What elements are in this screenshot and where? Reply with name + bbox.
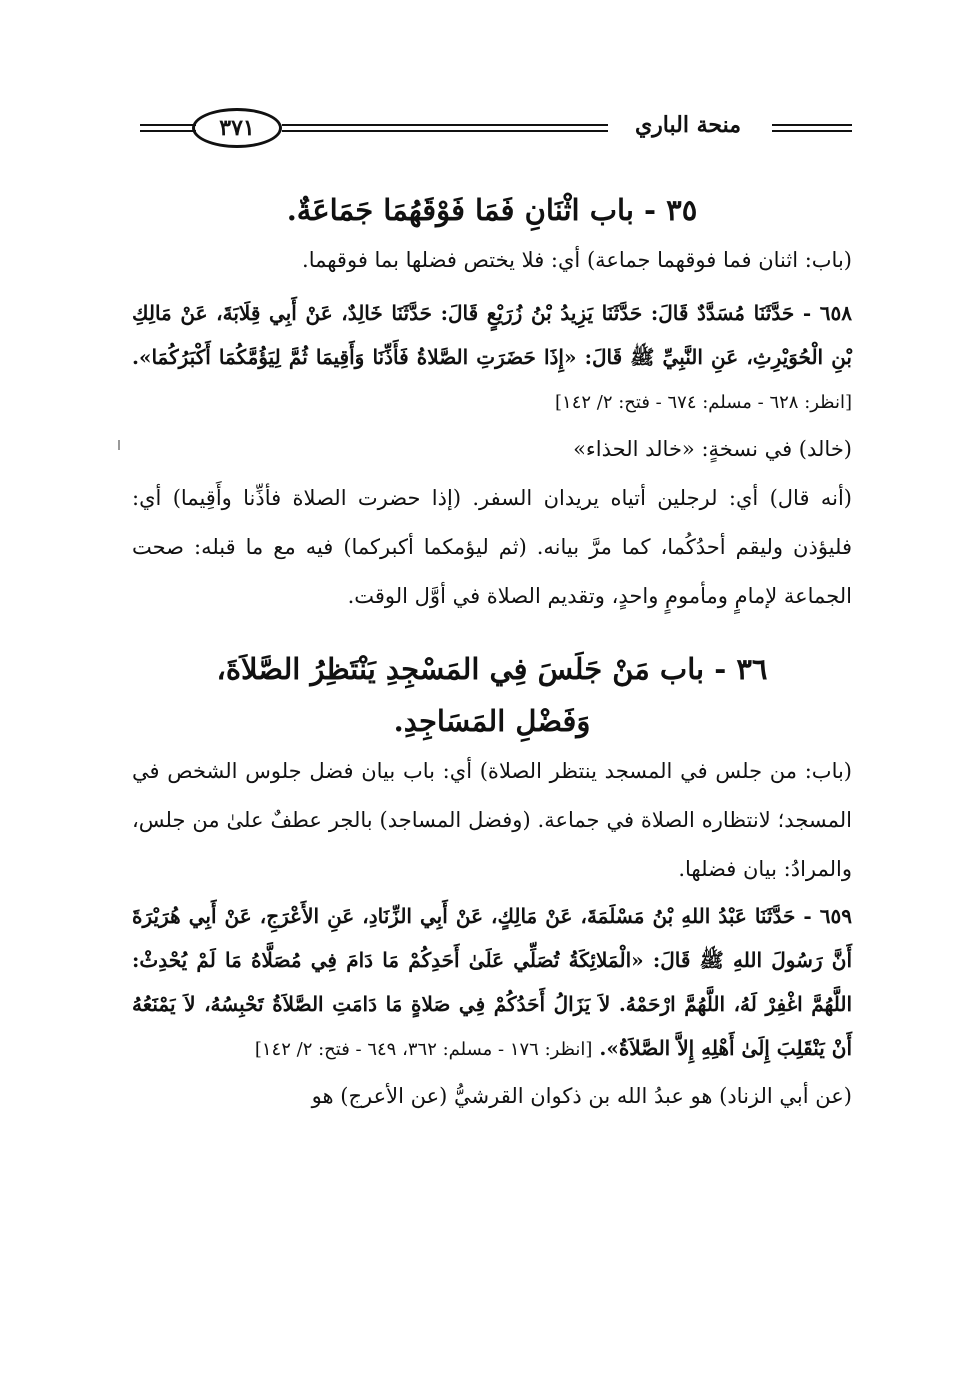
- header-rule-left: [140, 124, 196, 126]
- chapter-36-heading-line-2: وَفَضْلِ المَسَاجِدِ.: [393, 704, 591, 738]
- header-rule-middle: [282, 124, 608, 126]
- hadith-659: [132, 894, 852, 1072]
- running-header: [140, 100, 852, 160]
- header-rule-right: [772, 124, 852, 126]
- hadith-659-reference: [انظر: ١٧٦ - مسلم: ٣٦٢، ٦٤٩ - فتح: ٢/ ١٤٢]: [254, 1039, 593, 1060]
- hadith-658: [132, 291, 852, 425]
- hadith-659-text: ٦٥٩ - حَدَّثَنَا عَبْدُ اللهِ بْنُ مَسْلَمَةَ، عَنْ مَالِكٍ، عَنْ أَبِي الزِّنَادِ، عَنِ الأَعْرَجِ، عَنْ أَبِي هُرَيْرَةَ أَنَّ رَسُولَ اللهِ ﷺ قَالَ: «الْمَلائِكَةُ تُصَلِّي عَلَىٰ أَحَدِكُمْ مَا دَامَ فِي مُصَلَّاهُ مَا لَمْ يُحْدِثْ: اللَّهُمَّ اغْفِرْ لَهُ، اللَّهُمَّ ارْحَمْهُ. لاَ يَزَالُ أَحَدُكُمْ فِي صَلاةٍ مَا دَامَتِ الصَّلاَةُ تَحْبِسُهُ، لاَ يَمْنَعُهُ أَنْ يَنْقَلِبَ إِلَىٰ أَهْلِهِ إِلاَّ الصَّلاَةُ».: [132, 904, 852, 1060]
- chapter-36-commentary: (باب: من جلس في المسجد ينتظر الصلاة) أي: باب بيان فضل جلوس الشخص في المسجد؛ لانتظاره الصلاة في جماعة. (وفضل المساجد) بالجر عطفٌ علىٰ من جلس، والمرادُ: بيان فضلها.: [132, 759, 852, 881]
- note-khalid: (خالد) في نسخةٍ: «خالد الحذاء»: [573, 437, 852, 461]
- hadith-658-reference: [انظر: ٦٢٨ - مسلم: ٦٧٤ - فتح: ٢/ ١٤٢]: [555, 392, 852, 413]
- hadith-658-text: ٦٥٨ - حَدَّثَنَا مُسَدَّدٌ قَالَ: حَدَّثَنَا يَزِيدُ بْنُ زُرَيْعٍ قَالَ: حَدَّثَنَا خَالِدٌ، عَنْ أَبِي قِلَابَةَ، عَنْ مَالِكِ بْنِ الْحُوَيْرِثِ، عَنِ النَّبِيِّ ﷺ قَالَ: «إِذَا حَضَرَتِ الصَّلاةُ فَأَذِّنَا وَأَقِيمَا ثُمَّ لِيَؤُمَّكُمَا أَكْبَرُكُمَا».: [132, 301, 852, 369]
- margin-mark: [118, 440, 120, 450]
- page-body: [132, 184, 852, 1121]
- note-abi-zinad: (عن أبي الزناد) هو عبدُ الله بن ذكوان القرشيُّ (عن الأعرج) هو: [311, 1084, 852, 1108]
- page-number: ٣٧١: [192, 108, 282, 148]
- running-title: منحة الباري: [634, 112, 742, 138]
- note-annahu-qala: (أنه قال) أي: لرجلين أتياه يريدان السفر. (إذا حضرت الصلاة فأذِّنا وأَقِيما) أي: فليؤذن وليقم أحدُكُما، كما مرَّ بيانه. (ثم ليؤمكما أكبركما) فيه مع ما قبله: صحت الجماعة لإمامٍ ومأمومٍ واحدٍ، وتقديم الصلاة في أوَّل الوقت.: [132, 486, 852, 608]
- chapter-36-heading-line-1: ٣٦ - باب مَنْ جَلَسَ فِي المَسْجِدِ يَنْتَظِرُ الصَّلاَةَ،: [216, 652, 768, 686]
- chapter-35-heading: ٣٥ - باب اثْنَانِ فَمَا فَوْقَهُمَا جَمَاعَةٌ.: [286, 193, 698, 227]
- chapter-35-commentary: (باب: اثنان فما فوقهما جماعة) أي: فلا يختص فضلها بما فوقهما.: [302, 248, 852, 272]
